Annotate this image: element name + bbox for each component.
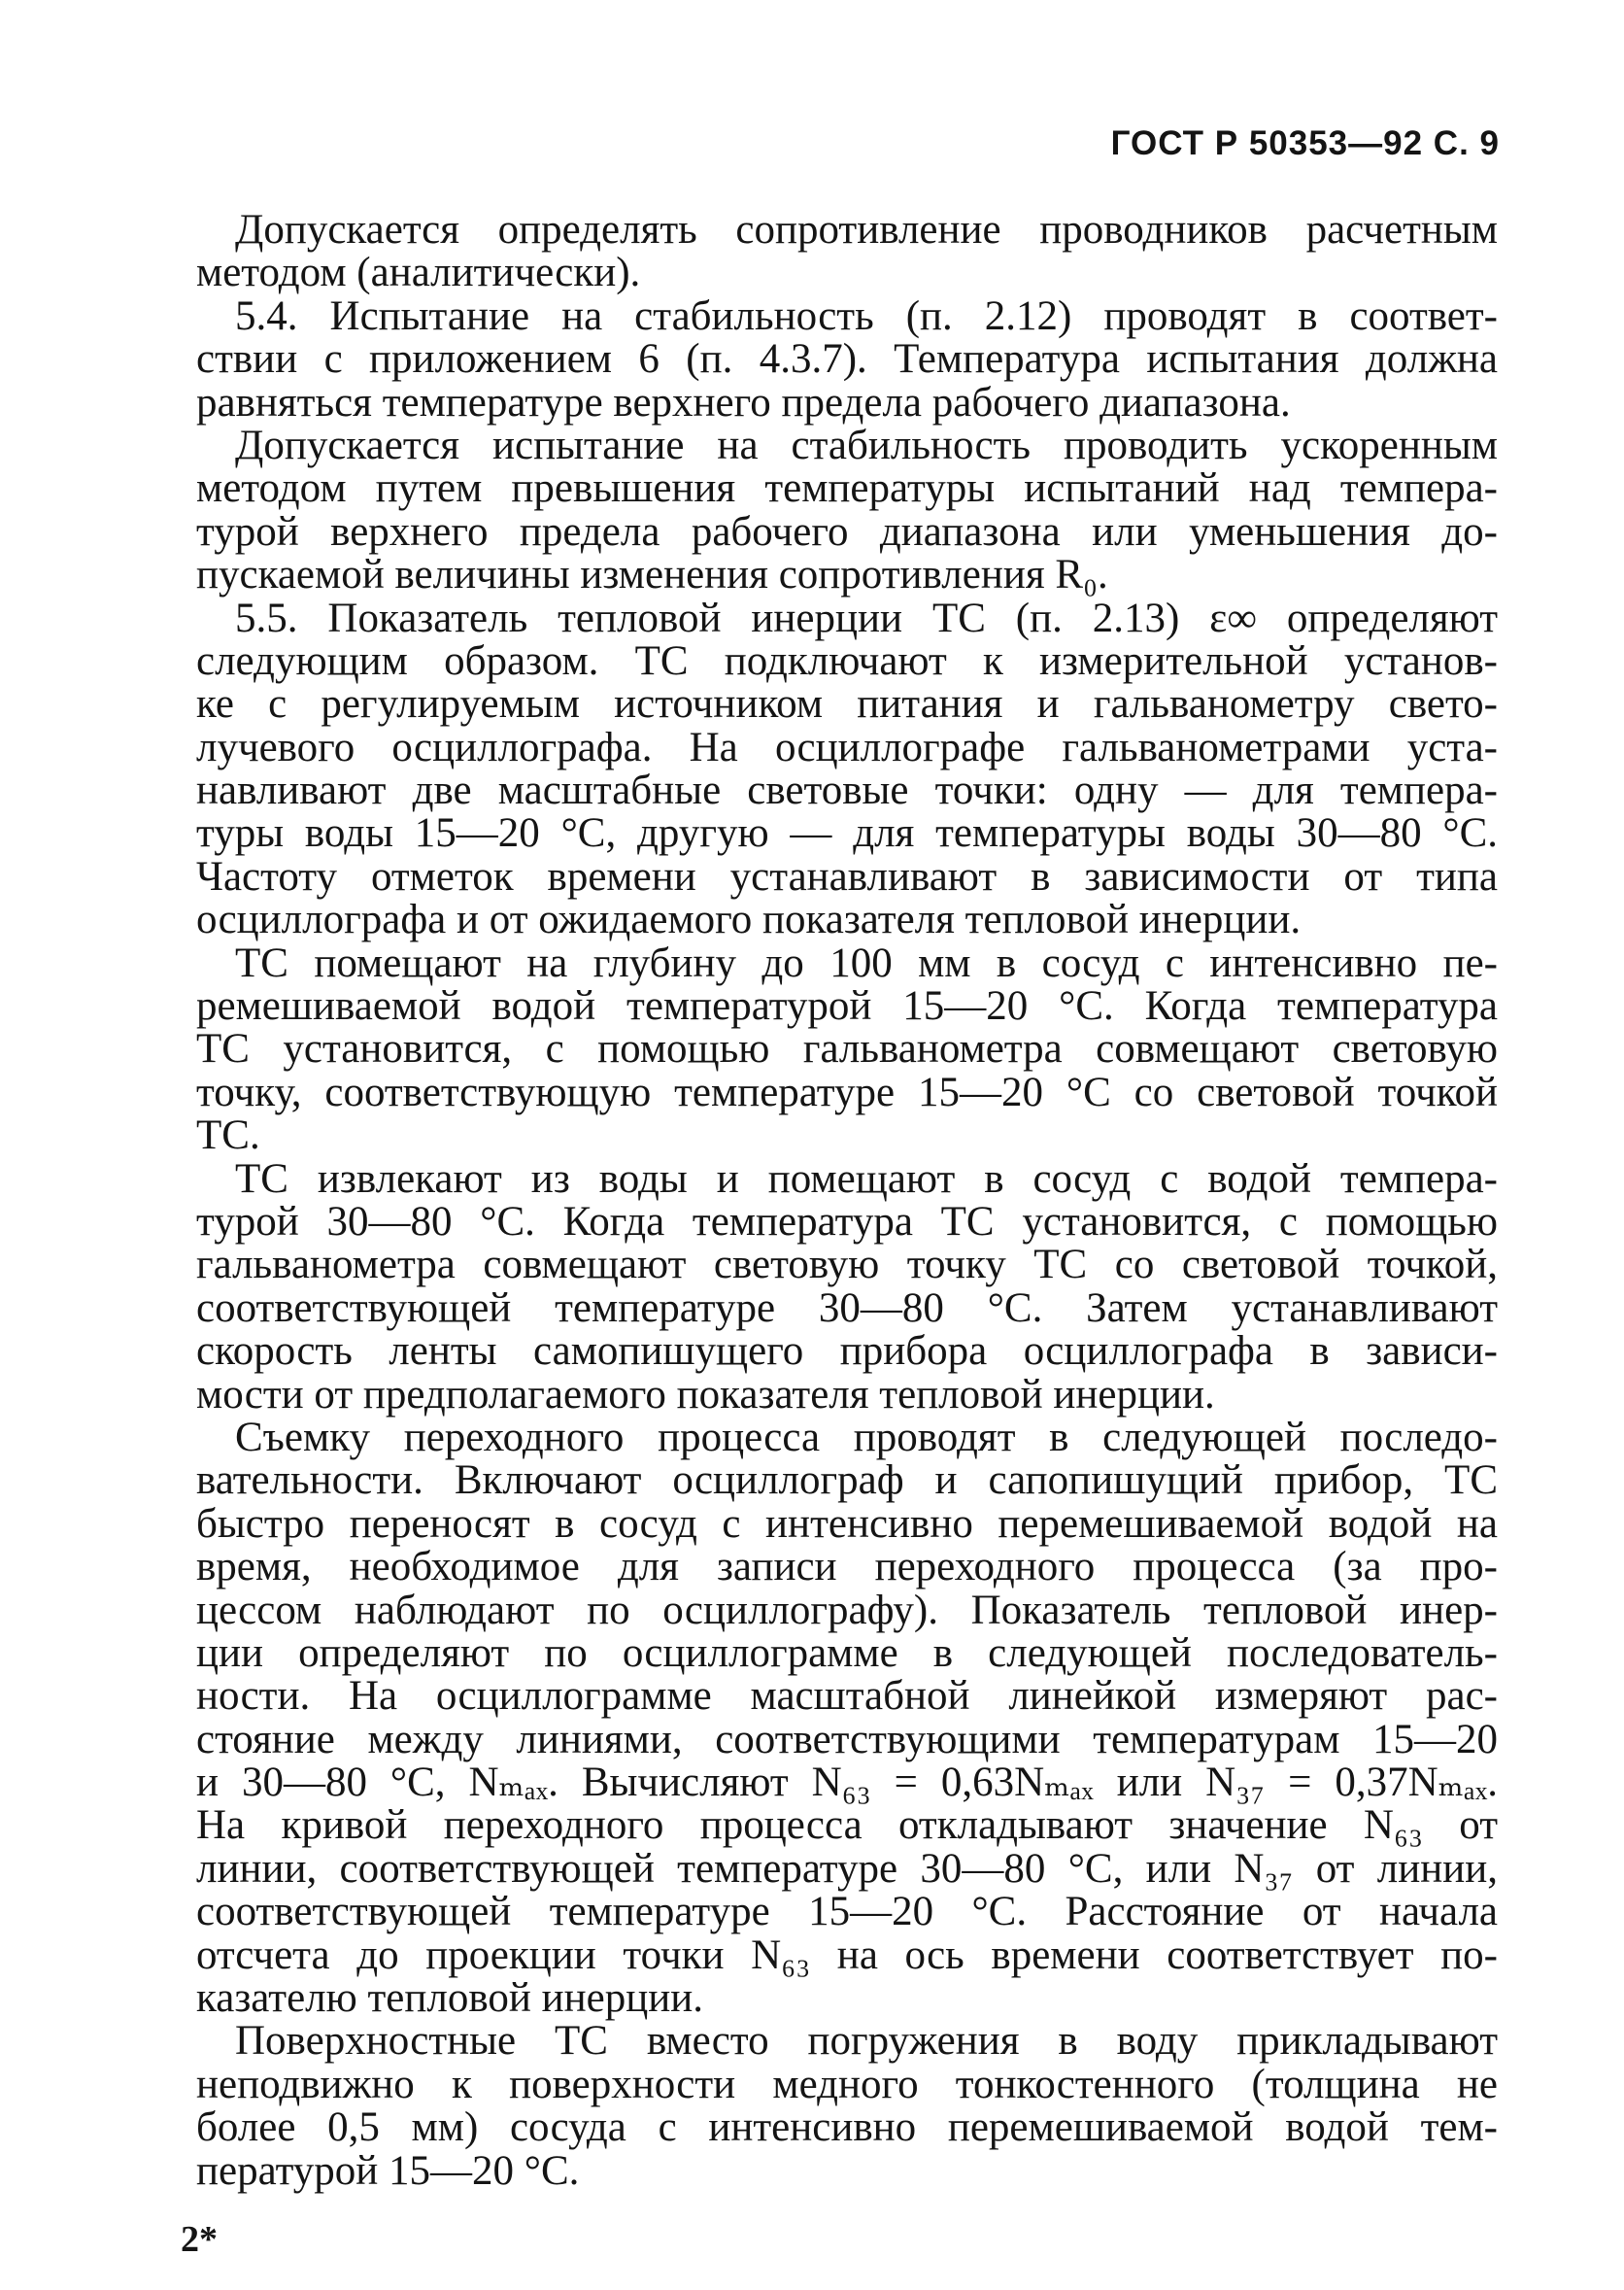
- paragraph: [196, 292, 1498, 426]
- text-line: методом путем превышения температуры испытаний над темпера-: [196, 465, 1498, 512]
- text-line: пературой 15—20 °С.: [196, 2147, 580, 2194]
- text-line: неподвижно к поверхности медного тонкостенного (толщина не: [196, 2061, 1498, 2107]
- paragraph: [196, 2020, 1498, 2193]
- text-line: скорость ленты самопишущего прибора осциллографа в зависи-: [196, 1328, 1498, 1375]
- text-line: цессом наблюдают по осциллографу). Показатель тепловой инер-: [196, 1587, 1498, 1633]
- text-line: гальванометра совмещают световую точку ТС со световой точкой,: [196, 1242, 1498, 1288]
- text-line: осциллографа и от ожидаемого показателя тепловой инерции.: [196, 897, 1302, 943]
- paragraph: [196, 595, 1498, 943]
- text-line: 5.4. Испытание на стабильность (п. 2.12) проводят в соответ-: [235, 292, 1498, 339]
- text-line: равняться температуре верхнего предела рабочего диапазона.: [196, 379, 1291, 426]
- document-body: [196, 209, 1498, 2193]
- text-line: стояние между линиями, соответствующими температурам 15—20: [196, 1716, 1498, 1762]
- text-line: 5.5. Показатель тепловой инерции ТС (п. 2.13) ε∞ определяют: [235, 595, 1498, 641]
- paragraph: [196, 1414, 1498, 2022]
- page-header: ГОСТ Р 50353—92 С. 9: [1110, 124, 1500, 162]
- text-line: отсчета до проекции точки N₆₃ на ось времени соответствует по-: [196, 1931, 1498, 1978]
- text-line: Частоту отметок времени устанавливают в зависимости от типа: [196, 853, 1498, 900]
- text-line: лучевого осциллографа. На осциллографе гальванометрами уста-: [196, 724, 1498, 770]
- text-line: пускаемой величины изменения сопротивления R₀.: [196, 552, 1108, 598]
- text-line: Поверхностные ТС вместо погружения в воду прикладывают: [235, 2018, 1498, 2065]
- text-line: турой 30—80 °С. Когда температура ТС установится, с помощью: [196, 1198, 1498, 1245]
- text-line: методом (аналитически).: [196, 250, 641, 296]
- paragraph: [196, 422, 1498, 598]
- text-line: турой верхнего предела рабочего диапазона или уменьшения до-: [196, 508, 1498, 555]
- signature-mark: 2*: [181, 2219, 218, 2260]
- text-line: быстро переносят в сосуд с интенсивно перемешиваемой водой на: [196, 1500, 1498, 1547]
- text-line: ности. На осциллограмме масштабной линейкой измеряют рас-: [196, 1673, 1498, 1720]
- paragraph: [196, 1155, 1498, 1418]
- text-line: На кривой переходного процесса откладывают значение N₆₃ от: [196, 1802, 1498, 1849]
- text-line: казателю тепловой инерции.: [196, 1975, 704, 2022]
- text-line: ТС помещают на глубину до 100 мм в сосуд с интенсивно пе-: [235, 940, 1498, 986]
- text-line: Съемку переходного процесса проводят в следующей последо-: [235, 1414, 1498, 1460]
- text-line: Допускается определять сопротивление проводников расчетным: [235, 207, 1498, 253]
- text-line: Допускается испытание на стабильность проводить ускоренным: [235, 422, 1498, 468]
- text-line: ремешиваемой водой температурой 15—20 °С. Когда температура: [196, 983, 1498, 1030]
- text-line: ствии с приложением 6 (п. 4.3.7). Температура испытания должна: [196, 336, 1498, 383]
- text-line: ке с регулируемым источником питания и гальванометру свето-: [196, 681, 1498, 728]
- text-line: и 30—80 °С, Nₘₐₓ. Вычисляют N₆₃ = 0,63Nₘₐₓ или N₃₇ = 0,37Nₘₐₓ.: [196, 1760, 1498, 1806]
- text-line: ТС извлекают из воды и помещают в сосуд с водой темпера-: [235, 1155, 1498, 1202]
- text-line: ТС установится, с помощью гальванометра совмещают световую: [196, 1026, 1498, 1073]
- text-line: туры воды 15—20 °С, другую — для температуры воды 30—80 °С.: [196, 810, 1498, 857]
- text-line: навливают две масштабные световые точки: одну — для темпера-: [196, 768, 1498, 814]
- text-line: соответствующей температуре 15—20 °С. Расстояние от начала: [196, 1889, 1498, 1935]
- text-line: следующим образом. ТС подключают к измерительной установ-: [196, 637, 1498, 684]
- text-line: точку, соответствующую температуре 15—20 °С со световой точкой: [196, 1069, 1498, 1115]
- text-line: вательности. Включают осциллограф и сапопишущий прибор, ТС: [196, 1457, 1498, 1504]
- text-line: соответствующей температуре 30—80 °С. Затем устанавливают: [196, 1284, 1498, 1331]
- text-line: мости от предполагаемого показателя тепловой инерции.: [196, 1371, 1215, 1418]
- text-line: более 0,5 мм) сосуда с интенсивно перемешиваемой водой тем-: [196, 2104, 1498, 2151]
- paragraph: [196, 942, 1498, 1158]
- text-line: время, необходимое для записи переходного процесса (за про-: [196, 1544, 1498, 1590]
- paragraph: [196, 209, 1498, 295]
- text-line: ции определяют по осциллограмме в следующей последователь-: [196, 1629, 1498, 1676]
- text-line: линии, соответствующей температуре 30—80 °С, или N₃₇ от линии,: [196, 1845, 1498, 1892]
- text-line: ТС.: [196, 1112, 260, 1159]
